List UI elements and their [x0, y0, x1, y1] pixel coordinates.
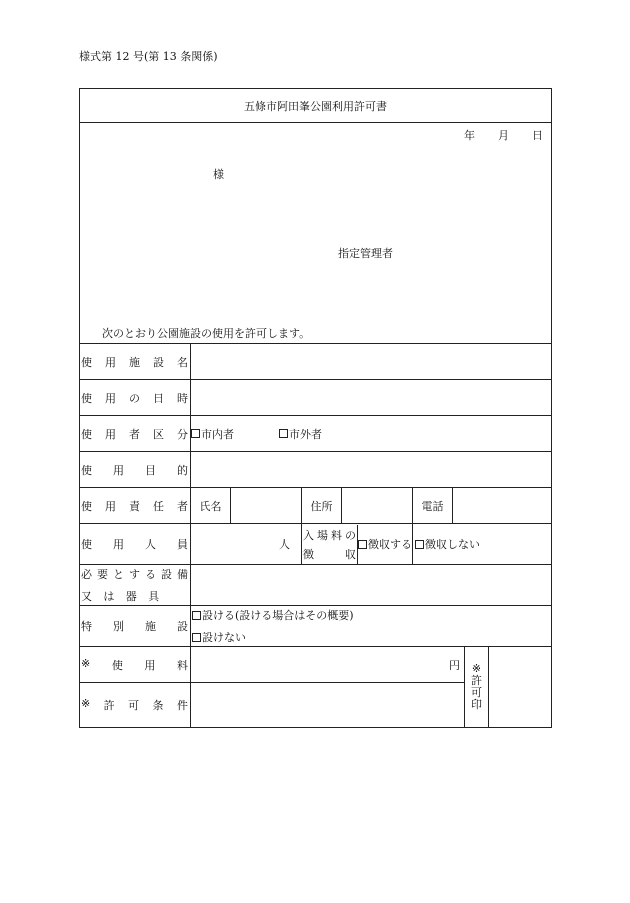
seal-char-3: 印	[471, 698, 482, 711]
attendees-label-text	[81, 536, 188, 552]
option-resident[interactable]	[191, 426, 279, 442]
label-char: 具	[148, 590, 160, 603]
label-char: と	[113, 568, 124, 581]
label-char: 使	[111, 658, 123, 672]
user-category-label-text	[81, 426, 188, 442]
label-char: 使	[81, 538, 92, 551]
equipment-label	[80, 565, 191, 606]
label-char: 施	[145, 620, 156, 633]
datetime-field[interactable]	[191, 380, 552, 416]
issuer-label: 指定管理者	[338, 247, 393, 260]
label-char: 用	[144, 658, 156, 672]
checkbox-icon[interactable]	[192, 633, 201, 642]
label-char: 件	[176, 699, 188, 712]
option-non-resident-label: 市外者	[289, 427, 322, 441]
date-month-label: 月	[498, 129, 509, 142]
option-no-install[interactable]	[192, 629, 551, 645]
label-char: 必	[81, 568, 92, 581]
label-char: 員	[177, 538, 188, 551]
admission-fee-label-line2	[303, 546, 356, 562]
form-title: 五條市阿田峯公園利用許可書	[80, 89, 552, 123]
form-number: 様式第 12 号(第 13 条関係)	[79, 50, 218, 63]
label-char: の	[129, 391, 140, 405]
address-field[interactable]	[342, 488, 413, 524]
facility-name-field[interactable]	[191, 344, 552, 380]
label-char: る	[145, 568, 156, 581]
label-char: 収	[345, 547, 356, 561]
seal-mark: ※	[471, 662, 482, 675]
conditions-label-text	[81, 697, 188, 713]
label-char: 徴	[303, 547, 314, 561]
label-char: 用	[113, 538, 124, 551]
attendees-field[interactable]	[191, 524, 302, 565]
purpose-label	[80, 452, 191, 488]
seal-field[interactable]	[489, 647, 552, 728]
equipment-label-line1	[81, 566, 188, 582]
option-install-label: 設ける(設ける場合はその概要)	[202, 609, 354, 622]
label-char: す	[129, 568, 140, 581]
seal-char-2: 可	[471, 686, 482, 699]
option-resident-label: 市内者	[201, 427, 234, 441]
label-char: 許	[103, 699, 115, 712]
label-char: 時	[177, 391, 188, 405]
label-char: 料	[331, 528, 342, 542]
attendees-label	[80, 524, 191, 565]
checkbox-icon[interactable]	[191, 429, 200, 438]
user-category-field	[191, 416, 552, 452]
label-char: 設	[177, 620, 188, 633]
name-field[interactable]	[231, 488, 302, 524]
label-char: 者	[177, 499, 188, 513]
label-char: 使	[81, 499, 92, 513]
responsible-label-text	[81, 498, 188, 514]
label-char: 用	[105, 355, 116, 369]
admission-fee-label-line1	[303, 527, 356, 543]
label-char: 日	[153, 391, 164, 405]
checkbox-icon[interactable]	[279, 429, 288, 438]
label-char: 料	[177, 658, 188, 672]
label-char: 使	[81, 463, 92, 477]
special-facility-field	[191, 606, 552, 647]
label-char: 用	[105, 391, 116, 405]
label-char: 特	[81, 620, 92, 633]
equipment-field[interactable]	[191, 565, 552, 606]
label-char: 要	[97, 568, 108, 581]
name-label: 氏名	[191, 488, 231, 524]
permit-form-table	[79, 88, 552, 728]
option-collect-label: 徴収する	[368, 538, 412, 551]
label-char: 施	[129, 355, 140, 369]
facility-name-label	[80, 344, 191, 380]
label-char: 目	[145, 463, 156, 477]
label-char: ※	[81, 697, 91, 710]
addressee-suffix: 様	[213, 168, 224, 181]
label-char: 入	[303, 528, 314, 542]
special-facility-label-text	[81, 618, 188, 634]
label-char: は	[103, 590, 115, 603]
date-day-label: 日	[532, 129, 543, 142]
label-char: 責	[129, 499, 140, 513]
option-collect[interactable]	[358, 536, 412, 552]
date-year-label: 年	[464, 129, 475, 142]
label-char: 人	[145, 538, 156, 551]
option-no-install-label: 設けない	[202, 631, 246, 644]
label-char: 又	[81, 590, 92, 603]
phone-field[interactable]	[453, 488, 552, 524]
label-char: 使	[81, 391, 92, 405]
checkbox-icon[interactable]	[415, 540, 424, 549]
checkbox-icon[interactable]	[192, 611, 201, 620]
datetime-label	[80, 380, 191, 416]
checkbox-icon[interactable]	[358, 540, 367, 549]
option-install[interactable]	[192, 607, 551, 623]
fee-label-text	[81, 657, 188, 673]
user-category-label	[80, 416, 191, 452]
facility-name-label-text	[81, 354, 188, 370]
label-char: 用	[105, 499, 116, 513]
label-char: 区	[153, 427, 164, 441]
datetime-label-text	[81, 390, 188, 406]
label-char: 設	[161, 568, 172, 581]
fee-field[interactable]	[191, 647, 465, 683]
address-label: 住所	[302, 488, 342, 524]
admission-fee-cell	[302, 524, 413, 565]
label-char: の	[345, 528, 356, 542]
special-facility-label	[80, 606, 191, 647]
responsible-label	[80, 488, 191, 524]
admission-fee-options	[358, 525, 412, 564]
label-char: 使	[81, 355, 92, 369]
label-char: 的	[177, 463, 188, 477]
label-char: 用	[113, 463, 124, 477]
seal-label-cell	[465, 647, 489, 728]
label-char: 設	[153, 355, 164, 369]
seal-char-1: 許	[471, 674, 482, 687]
conditions-field[interactable]	[191, 683, 465, 728]
label-char: 場	[317, 528, 328, 542]
label-char: 器	[125, 590, 137, 603]
option-no-collect[interactable]	[415, 538, 480, 551]
label-char: 者	[129, 427, 140, 441]
purpose-label-text	[81, 462, 188, 478]
phone-label: 電話	[413, 488, 453, 524]
label-char: 任	[153, 499, 164, 513]
option-no-collect-label: 徴収しない	[425, 538, 480, 551]
label-char: 分	[177, 427, 188, 441]
label-char: 条	[152, 699, 164, 712]
label-char: 使	[81, 427, 92, 441]
permit-statement: 次のとおり公園施設の使用を許可します。	[102, 327, 311, 340]
fee-unit: 円	[449, 658, 460, 672]
admission-fee-options-2	[413, 524, 552, 565]
purpose-field[interactable]	[191, 452, 552, 488]
attendees-unit: 人	[279, 538, 290, 551]
conditions-label	[80, 683, 191, 728]
label-char: 名	[177, 355, 188, 369]
option-non-resident[interactable]	[279, 426, 322, 442]
label-char: 備	[177, 568, 188, 581]
label-char: 別	[113, 620, 124, 633]
label-char: ※	[81, 656, 91, 670]
equipment-label-line2	[81, 588, 159, 604]
fee-label	[80, 647, 191, 683]
label-char: 可	[128, 699, 140, 712]
admission-fee-label	[302, 525, 358, 564]
label-char: 用	[105, 427, 116, 441]
form-header	[80, 123, 552, 344]
